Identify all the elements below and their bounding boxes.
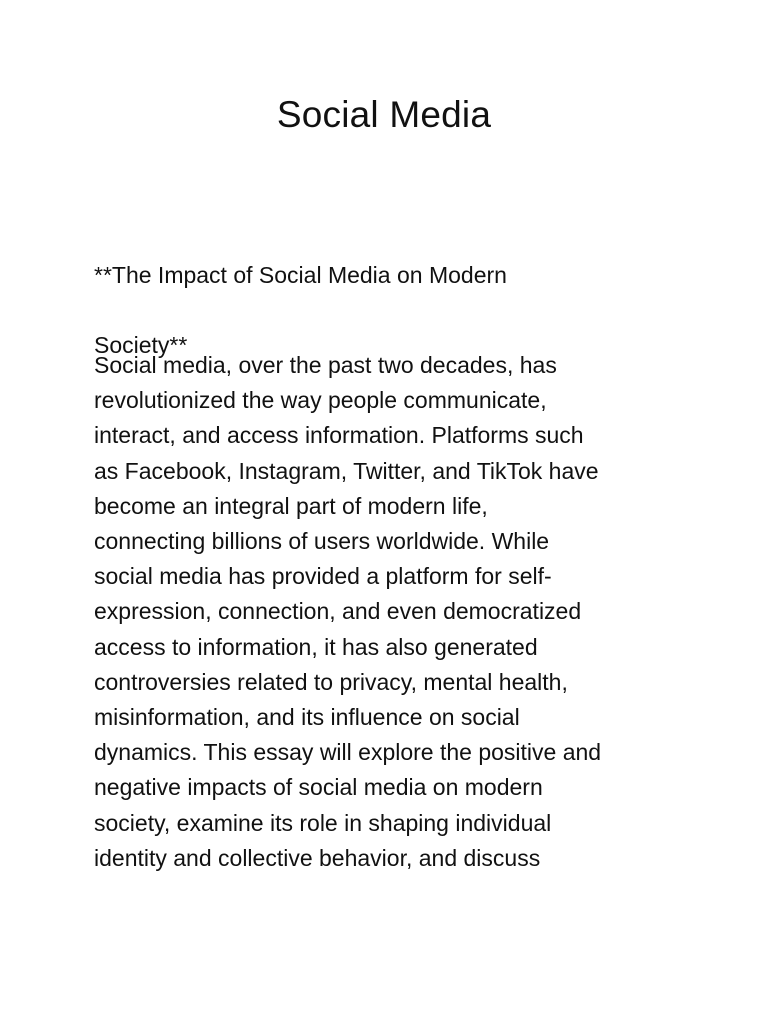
paragraph-line: connecting billions of users worldwide. While [94, 528, 550, 555]
paragraph-line: access to information, it has also generated [94, 633, 538, 660]
paragraph-line: expression, connection, and even democratized [94, 598, 582, 625]
paragraph-line: negative impacts of social media on modern [94, 774, 543, 801]
essay-heading-line: **The Impact of Social Media on Modern [94, 262, 507, 288]
paragraph-line: misinformation, and its influence on social [94, 704, 520, 731]
paragraph-line: dynamics. This essay will explore the positive and [94, 739, 602, 766]
document-title: Social Media [276, 94, 492, 135]
paragraph-line: controversies related to privacy, mental health, [94, 668, 568, 695]
paragraph-line: revolutionized the way people communicate, [94, 387, 547, 414]
paragraph-line: interact, and access information. Platforms such [94, 422, 584, 449]
essay-paragraph [94, 348, 694, 876]
paragraph-line: society, examine its role in shaping individual [94, 809, 552, 836]
paragraph-line: social media has provided a platform for self- [94, 563, 552, 590]
paragraph-line: as Facebook, Instagram, Twitter, and TikTok have [94, 457, 599, 484]
essay-heading-line: Society** [94, 332, 188, 358]
paragraph-line: become an integral part of modern life, [94, 492, 488, 519]
paragraph-line: identity and collective behavior, and discuss [94, 844, 541, 871]
paragraph-line: Social media, over the past two decades, has [94, 352, 557, 378]
